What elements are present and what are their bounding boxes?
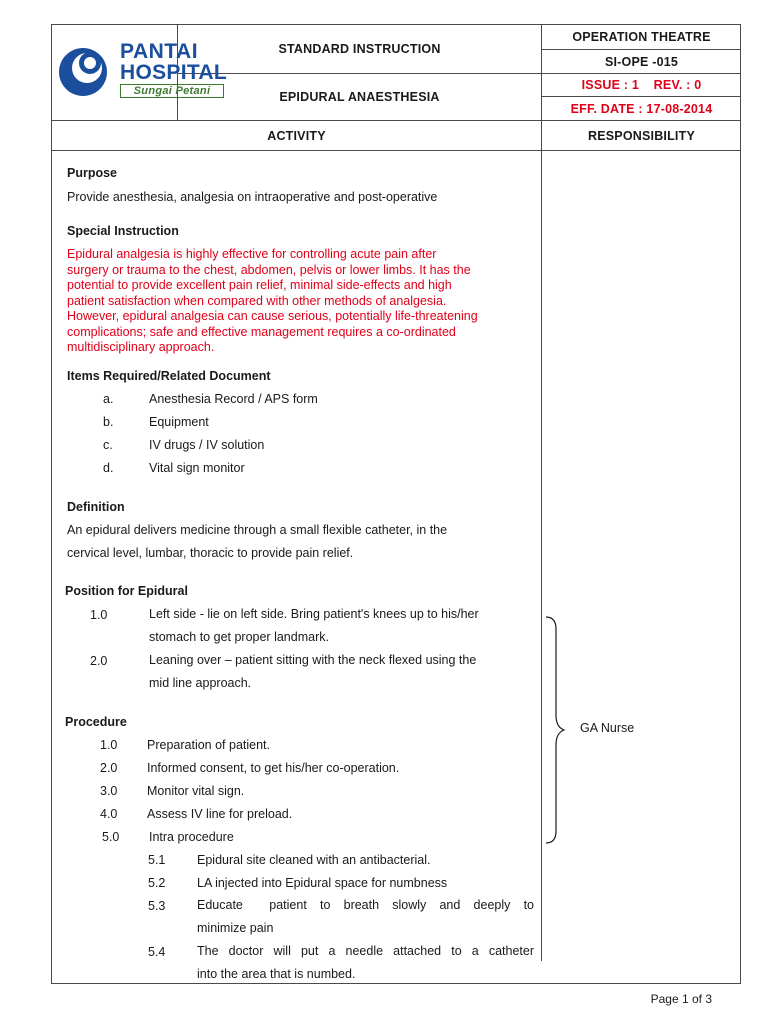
- curly-brace-icon: [544, 615, 568, 845]
- doc-title: EPIDURAL ANAESTHESIA: [279, 90, 440, 104]
- procedure-text-1: Preparation of patient.: [147, 738, 270, 752]
- effective-date: EFF. DATE : 17-08-2014: [570, 101, 713, 116]
- procedure-num-5: 5.0: [102, 830, 120, 844]
- sub-text-5-4: The doctor will put a needle attached to a catheter into the area that is numbed.: [197, 944, 534, 981]
- sub-text-5-2: LA injected into Epidural space for numbness: [197, 876, 448, 890]
- sub-num-5-1: 5.1: [148, 853, 166, 867]
- definition-text: An epidural delivers medicine through a small flexible catheter, in the cervical level, lumbar, thoracic to provide pain relief.: [67, 523, 448, 560]
- items-heading: Items Required/Related Document: [67, 369, 271, 383]
- items-text-d: Vital sign monitor: [149, 461, 245, 475]
- sub-num-5-3: 5.3: [148, 899, 166, 913]
- page-number: Page 1 of 3: [650, 992, 712, 1006]
- items-text-a: Anesthesia Record / APS form: [149, 392, 318, 406]
- issue-rev: ISSUE : 1 REV. : 0: [581, 78, 702, 92]
- sub-text-5-3: Educate patient to breath slowly and deeply to minimize pain: [197, 898, 534, 935]
- divider: [541, 25, 542, 961]
- department: OPERATION THEATRE: [572, 30, 711, 44]
- procedure-text-3: Monitor vital sign.: [147, 784, 245, 798]
- items-mark-a: a.: [103, 392, 114, 406]
- items-text-c: IV drugs / IV solution: [149, 438, 265, 452]
- sub-num-5-4: 5.4: [148, 945, 166, 959]
- position-num-2: 2.0: [90, 654, 108, 668]
- items-text-b: Equipment: [149, 415, 209, 429]
- procedure-num-1: 1.0: [100, 738, 118, 752]
- position-text-1: Left side - lie on left side. Bring patient's knees up to his/her stomach to get proper landmark.: [149, 607, 479, 644]
- procedure-text-5: Intra procedure: [149, 830, 234, 844]
- logo-branch: Sungai Petani: [120, 84, 224, 98]
- document-frame: [51, 24, 741, 984]
- column-responsibility: RESPONSIBILITY: [588, 128, 695, 143]
- procedure-text-4: Assess IV line for preload.: [147, 807, 293, 821]
- logo-name: PANTAI: [120, 40, 199, 63]
- procedure-heading: Procedure: [65, 715, 127, 729]
- divider: [52, 150, 741, 151]
- logo-mark-icon: [56, 39, 116, 101]
- sub-text-5-1: Epidural site cleaned with an antibacterial.: [197, 853, 431, 867]
- sub-num-5-2: 5.2: [148, 876, 166, 890]
- definition-heading: Definition: [67, 500, 125, 514]
- items-mark-b: b.: [103, 415, 114, 429]
- logo-name-2: HOSPITAL: [120, 61, 228, 84]
- purpose-text: Provide anesthesia, analgesia on intraoperative and post-operative: [67, 190, 438, 204]
- procedure-text-2: Informed consent, to get his/her co-operation.: [147, 761, 400, 775]
- procedure-num-4: 4.0: [100, 807, 118, 821]
- special-text: Epidural analgesia is highly effective for controlling acute pain after surgery or trauma to the chest, abdomen, pelvis or lower limbs. It has the potential to provide excellent pain relief, minimal side-effects and high patient satisfaction when compared with other methods of analgesia. However, epidural analgesia can cause serious, potentially life-threatening complications; safe and effective management requires a co-ordinated multidisciplinary approach.: [67, 247, 478, 354]
- column-activity: ACTIVITY: [267, 128, 326, 143]
- position-heading: Position for Epidural: [65, 584, 188, 598]
- position-num-1: 1.0: [90, 608, 108, 622]
- position-text-2: Leaning over – patient sitting with the neck flexed using the mid line approach.: [149, 653, 477, 690]
- doc-code: SI-OPE -015: [604, 54, 679, 69]
- items-mark-c: c.: [103, 438, 113, 452]
- responsibility-ga-nurse: GA Nurse: [580, 721, 635, 735]
- purpose-heading: Purpose: [67, 166, 118, 180]
- doc-type-title: STANDARD INSTRUCTION: [278, 42, 441, 56]
- special-heading: Special Instruction: [67, 224, 179, 238]
- procedure-num-2: 2.0: [100, 761, 118, 775]
- items-mark-d: d.: [103, 461, 114, 475]
- procedure-num-3: 3.0: [100, 784, 118, 798]
